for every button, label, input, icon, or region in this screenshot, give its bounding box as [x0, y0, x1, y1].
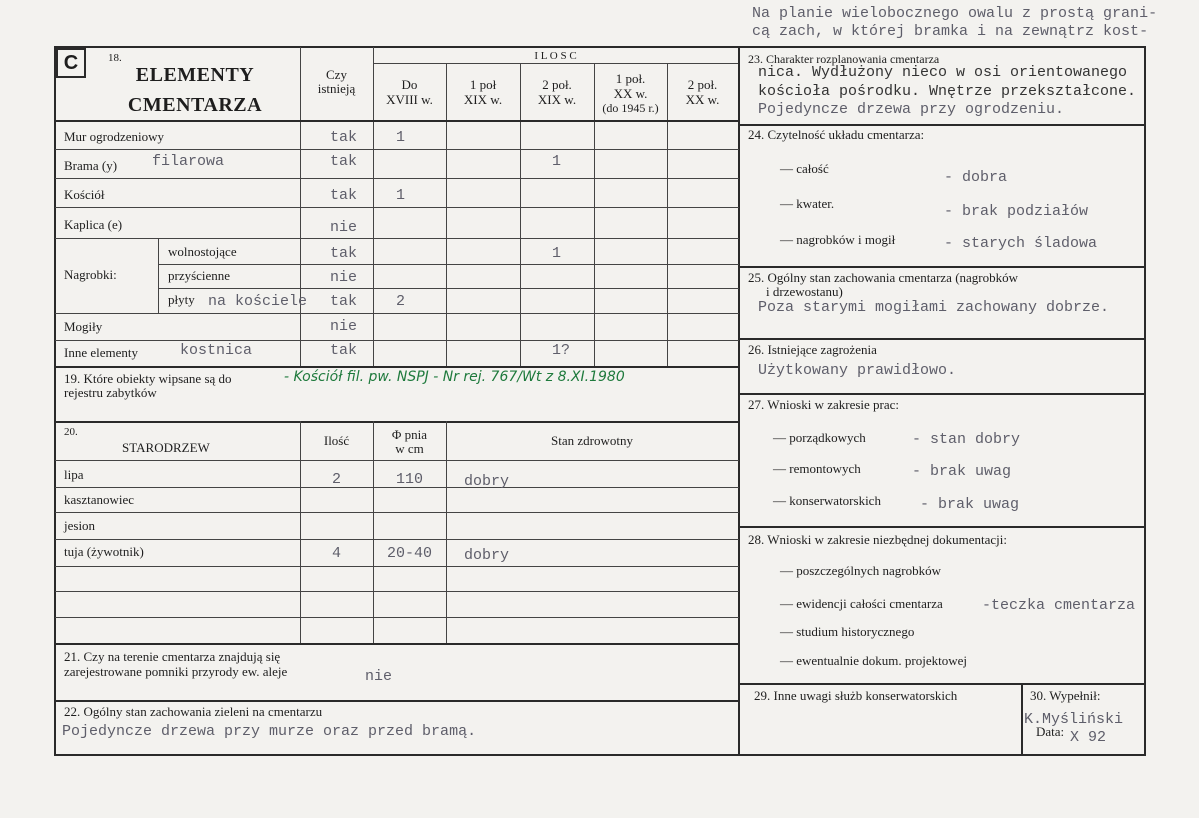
period-3-l1: 2 poł.: [542, 77, 572, 92]
s28-item-1-key: — poszczególnych nagrobków: [780, 563, 942, 578]
section-18-no: 18.: [108, 52, 122, 64]
tree-row-kasztanowiec-name: kasztanowiec: [64, 492, 135, 507]
s23-value-l1: nica. Wydłużony nieco w osi orientowanego: [758, 64, 1128, 81]
tree-row-lipa-diam: 110: [395, 471, 423, 488]
s20-no: 20.: [64, 426, 78, 438]
s28-item-2-key: — ewidencji całości cmentarza: [780, 596, 943, 611]
s27-item-3-value: - brak uwag: [920, 496, 1020, 513]
s27-item-1-value: - stan dobry: [912, 431, 1021, 448]
s30-date-label: Data:: [1036, 724, 1065, 739]
row-wolnostojace-label: wolnostojące: [168, 244, 237, 259]
s20-col-diam-l2: w cm: [395, 441, 424, 456]
tree-row-tuja-health: dobry: [464, 547, 510, 564]
row-plyty-extra: na kościele: [208, 293, 308, 310]
tree-row-lipa-count: 2: [331, 471, 341, 488]
top-note-line2: cą zach, w której bramka i na zewnątrz kost-: [752, 23, 1149, 40]
s21-label-l1: 21. Czy na terenie cmentarza znajdują się: [64, 649, 281, 664]
row-brama-qty: 1: [552, 153, 562, 170]
row-kaplica-exists: nie: [329, 219, 357, 236]
nagrobki-label: Nagrobki:: [64, 267, 117, 282]
s20-col-health: Stan zdrowotny: [551, 433, 633, 448]
row-inne-extra: kostnica: [180, 342, 253, 359]
s25-label-l1: 25. Ogólny stan zachowania cmentarza (nagrobków: [748, 270, 1019, 285]
s22-value: Pojedyncze drzewa przy murze oraz przed bramą.: [62, 723, 477, 740]
s30-name: K.Myśliński: [1024, 711, 1124, 728]
row-mur-exists: tak: [329, 129, 357, 146]
top-note-line1: Na planie wielobocznego owalu z prostą grani-: [752, 5, 1158, 22]
s28-item-4-key: — ewentualnie dokum. projektowej: [780, 653, 968, 668]
title-line1: ELEMENTY: [135, 64, 255, 86]
period-5-l2: XX w.: [685, 92, 720, 107]
s28-label: 28. Wnioski w zakresie niezbędnej dokumentacji:: [748, 532, 1007, 547]
s24-item-2-key: — kwater.: [780, 196, 835, 211]
tree-row-tuja-name: tuja (żywotnik): [64, 544, 144, 559]
exists-header-l2: istnieją: [317, 81, 356, 96]
tree-row-lipa-name: lipa: [64, 467, 84, 482]
s23-value-l2: kościoła pośrodku. Wnętrze przekształcone.: [758, 83, 1137, 100]
s19-label-l2: rejestru zabytków: [64, 385, 157, 400]
s22-label: 22. Ogólny stan zachowania zieleni na cmentarzu: [64, 704, 323, 719]
row-kosciol-exists: tak: [329, 187, 357, 204]
title-line2: CMENTARZA: [127, 94, 263, 116]
period-2-l2: XIX w.: [463, 92, 503, 107]
s24-item-1-key: — całość: [780, 161, 829, 176]
row-plyty-label: płyty: [168, 292, 195, 307]
s26-value: Użytkowany prawidłowo.: [758, 362, 957, 379]
tree-row-tuja-diam: 20-40: [386, 545, 432, 562]
row-inne-exists: tak: [329, 342, 357, 359]
row-brama-extra: filarowa: [152, 153, 225, 170]
s20-col-diam-l1: Φ pnia: [391, 427, 428, 442]
tree-row-jesion-name: jesion: [64, 518, 96, 533]
s25-value: Poza starymi mogiłami zachowany dobrze.: [758, 299, 1110, 316]
row-kosciol-qty: 1: [396, 187, 406, 204]
row-brama-label: Brama (y): [64, 158, 118, 173]
s24-item-2-value: - brak podziałów: [944, 203, 1089, 220]
s27-item-3-key: — konserwatorskich: [773, 493, 881, 508]
row-wolnostojace-exists: tak: [329, 245, 357, 262]
period-1-l1: Do: [401, 77, 418, 92]
row-kaplica-label: Kaplica (e): [64, 217, 123, 232]
s30-label: 30. Wypełnił:: [1030, 688, 1101, 703]
s27-item-2-value: - brak uwag: [912, 463, 1012, 480]
s28-item-3-key: — studium historycznego: [780, 624, 915, 639]
s26-label: 26. Istniejące zagrożenia: [748, 342, 877, 357]
row-mogily-label: Mogiły: [64, 319, 103, 334]
s20-title: STARODRZEW: [122, 440, 210, 455]
row-mogily-exists: nie: [329, 318, 357, 335]
s27-label: 27. Wnioski w zakresie prac:: [748, 397, 900, 412]
row-kosciol-label: Kościół: [64, 187, 105, 202]
period-4-l2: XX w.: [613, 86, 648, 101]
s24-label: 24. Czytelność układu cmentarza:: [748, 127, 925, 142]
row-przyscienne-label: przyścienne: [168, 268, 231, 283]
s24-item-3-value: - starych śladowa: [944, 235, 1098, 252]
s20-col-count: Ilość: [323, 433, 350, 448]
s24-item-3-key: — nagrobków i mogił: [780, 232, 896, 247]
s27-item-1-key: — porządkowych: [773, 430, 866, 445]
row-mur-label: Mur ogrodzeniowy: [64, 129, 165, 144]
tree-row-lipa-health: dobry: [464, 473, 510, 490]
s23-label: 23. Charakter rozplanowania cmentarza: [748, 52, 940, 66]
row-brama-exists: tak: [329, 153, 357, 170]
s30-date: X 92: [1070, 729, 1107, 746]
row-przyscienne-exists: nie: [329, 269, 357, 286]
row-plyty-exists: tak: [329, 293, 357, 310]
s28-item-2-value: -teczka cmentarza: [982, 597, 1136, 614]
period-1-l2: XVIII w.: [386, 92, 433, 107]
row-mur-qty: 1: [396, 129, 406, 146]
s27-item-2-key: — remontowych: [773, 461, 861, 476]
card-letter-box: C: [56, 48, 86, 78]
period-2-l1: 1 poł: [469, 77, 497, 92]
period-5-l1: 2 poł.: [687, 77, 718, 92]
s23-value-l3: Pojedyncze drzewa przy ogrodzeniu.: [758, 101, 1065, 118]
exists-header-l1: Czy: [326, 67, 347, 82]
row-wolnostojace-qty: 1: [552, 245, 562, 262]
s21-value: nie: [365, 668, 393, 685]
s29-label: 29. Inne uwagi służb konserwatorskich: [754, 688, 958, 703]
row-inne-qty: 1?: [552, 342, 571, 359]
s19-label-l1: 19. Które obiekty wipsane są do: [64, 371, 232, 386]
s25-label-l2: i drzewostanu): [766, 284, 843, 299]
row-inne-label: Inne elementy: [64, 345, 138, 360]
s19-register-entry: - Kościół fil. pw. NSPJ - Nr rej. 767/Wt z 8.XI.1980: [284, 369, 625, 385]
period-3-l2: XIX w.: [537, 92, 577, 107]
s24-item-1-value: - dobra: [944, 169, 1008, 186]
s21-label-l2: zarejestrowane pomniki przyrody ew. aleje: [64, 664, 288, 679]
row-plyty-qty: 2: [396, 293, 406, 310]
period-4-l1: 1 poł.: [615, 71, 646, 86]
period-4-l3: (do 1945 r.): [602, 101, 659, 115]
tree-row-tuja-count: 4: [331, 545, 341, 562]
ilosc-header: I L O S C: [534, 50, 577, 62]
